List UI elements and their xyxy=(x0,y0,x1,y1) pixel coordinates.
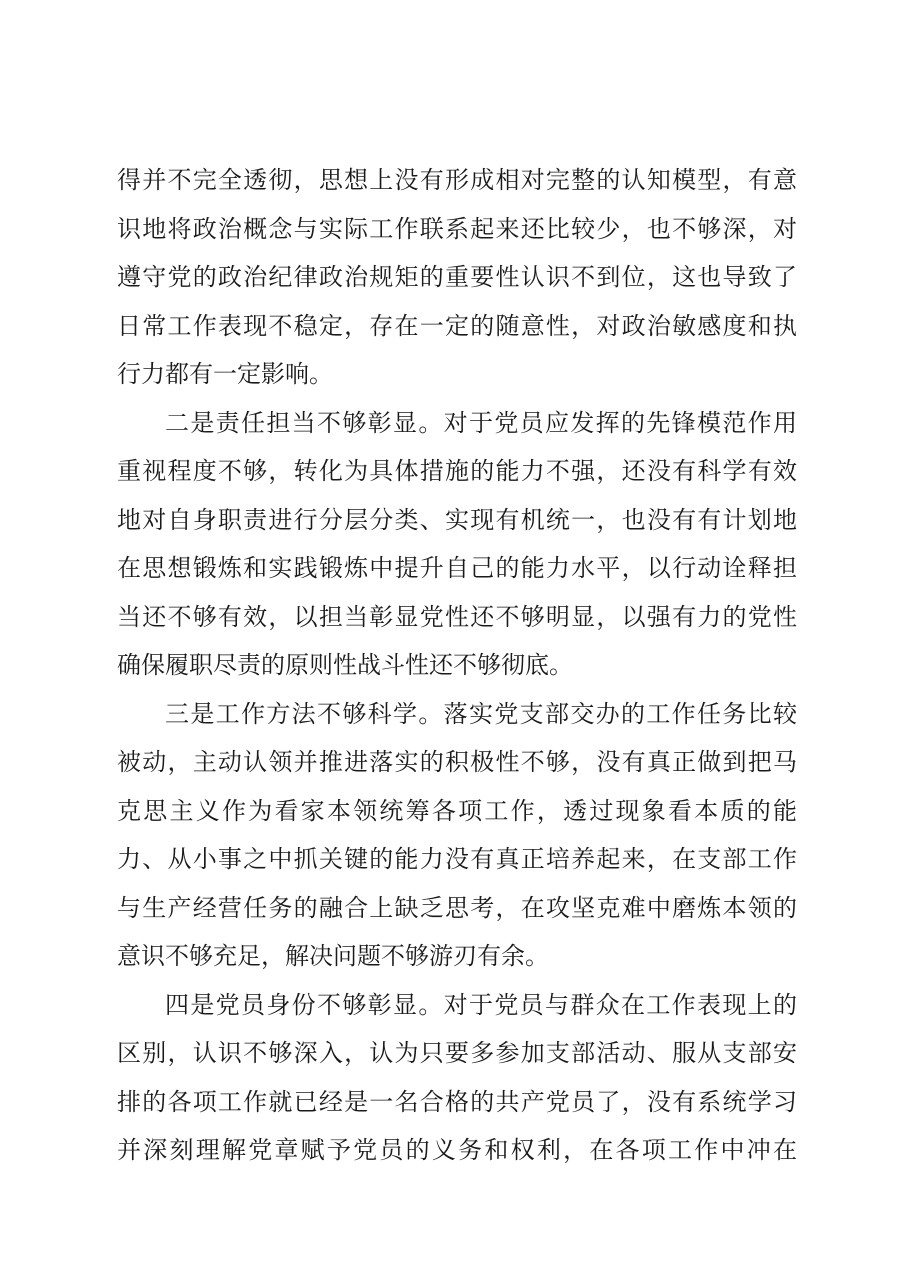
text-line: 与生产经营任务的融合上缺乏思考，在攻坚克难中磨炼本领的 xyxy=(117,894,797,922)
text-line: 日常工作表现不稳定，存在一定的随意性，对政治敏感度和执 xyxy=(117,312,797,340)
text-line: 二是责任担当不够彰显。对于党员应发挥的先锋模范作用 xyxy=(165,409,797,437)
text-line: 重视程度不够，转化为具体措施的能力不强，还没有科学有效 xyxy=(117,457,797,485)
text-line: 被动，主动认领并推进落实的积极性不够，没有真正做到把马 xyxy=(117,748,797,776)
text-line: 三是工作方法不够科学。落实党支部交办的工作任务比较 xyxy=(165,700,797,728)
text-line: 确保履职尽责的原则性战斗性还不够彻底。 xyxy=(117,651,573,679)
text-line: 遵守党的政治纪律政治规矩的重要性认识不到位，这也导致了 xyxy=(117,263,797,291)
text-line: 排的各项工作就已经是一名合格的共产党员了，没有系统学习 xyxy=(117,1088,797,1116)
text-line: 意识不够充足，解决问题不够游刃有余。 xyxy=(117,942,549,970)
text-line: 行力都有一定影响。 xyxy=(117,360,333,388)
text-line: 四是党员身份不够彰显。对于党员与群众在工作表现上的 xyxy=(165,991,797,1019)
text-line: 地对自身职责进行分层分类、实现有机统一，也没有有计划地 xyxy=(117,506,797,534)
text-line: 当还不够有效，以担当彰显党性还不够明显，以强有力的党性 xyxy=(117,603,797,631)
text-line: 力、从小事之中抓关键的能力没有真正培养起来，在支部工作 xyxy=(117,845,797,873)
text-line: 克思主义作为看家本领统筹各项工作，透过现象看本质的能 xyxy=(117,797,797,825)
text-line: 在思想锻炼和实践锻炼中提升自己的能力水平，以行动诠释担 xyxy=(117,554,797,582)
text-line: 识地将政治概念与实际工作联系起来还比较少，也不够深，对 xyxy=(117,215,797,243)
text-line: 并深刻理解党章赋予党员的义务和权利，在各项工作中冲在 xyxy=(117,1136,797,1164)
text-line: 得并不完全透彻，思想上没有形成相对完整的认知模型，有意 xyxy=(117,166,797,194)
text-line: 区别，认识不够深入，认为只要多参加支部活动、服从支部安 xyxy=(117,1039,797,1067)
